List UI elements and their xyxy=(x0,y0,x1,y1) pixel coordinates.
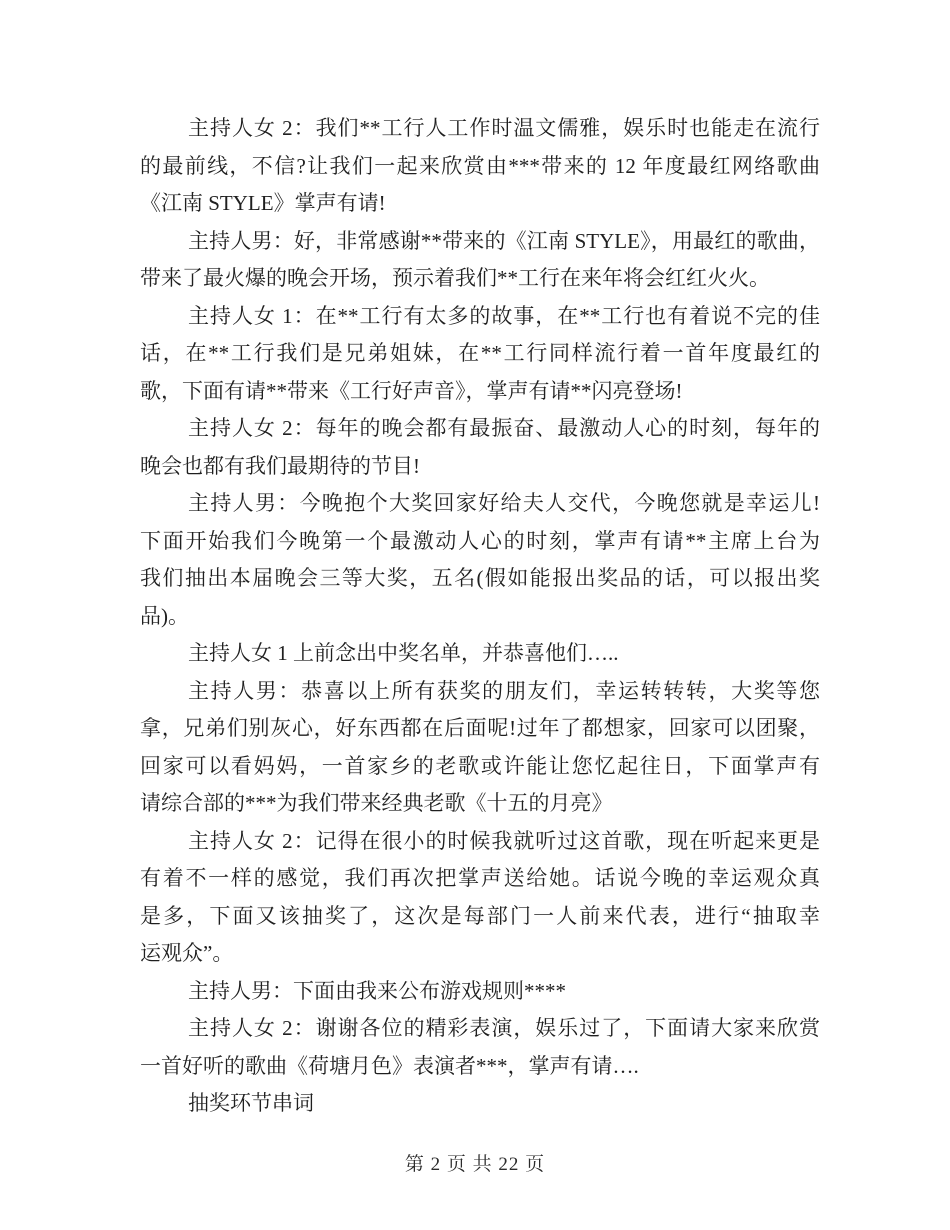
text-line: 运观众”。 xyxy=(140,941,234,965)
text-line: 回家可以看妈妈，一首家乡的老歌或许能让您忆起往日，下面掌声有 xyxy=(140,753,820,778)
text-line: 请综合部的***为我们带来经典老歌《十五的月亮》 xyxy=(140,791,613,815)
text-line: 主持人女 2：每年的晚会都有最振奋、最激动人心的时刻，每年的 xyxy=(188,416,820,440)
text-line: 有着不一样的感觉，我们再次把掌声送给她。话说今晚的幸运观众真 xyxy=(140,866,820,890)
text-line: 主持人女 2：谢谢各位的精彩表演，娱乐过了，下面请大家来欣赏 xyxy=(188,1016,820,1040)
text-line: 主持人男：今晚抱个大奖回家好给夫人交代，今晚您就是幸运儿! xyxy=(188,491,820,515)
text-line: 一首好听的歌曲《荷塘月色》表演者***，掌声有请…. xyxy=(140,1053,639,1078)
text-line: 话，在**工行我们是兄弟姐妹，在**工行同样流行着一首年度最红的 xyxy=(140,341,820,365)
text-line: 抽奖环节串词 xyxy=(188,1091,314,1115)
text-line: 我们抽出本届晚会三等大奖，五名(假如能报出奖品的话，可以报出奖 xyxy=(140,566,820,590)
text-line: 下面开始我们今晚第一个最激动人心的时刻，掌声有请**主席上台为 xyxy=(140,528,820,553)
text-line: 是多，下面又该抽奖了，这次是每部门一人前来代表，进行“抽取幸 xyxy=(140,903,820,928)
text-line: 主持人女 2：我们**工行人工作时温文儒雅，娱乐时也能走在流行 xyxy=(188,116,820,140)
text-line: 品)。 xyxy=(140,603,189,628)
text-line: 带来了最火爆的晚会开场，预示着我们**工行在来年将会红红火火。 xyxy=(140,266,770,290)
page-number-text: 第 2 页 共 22 页 xyxy=(404,1154,546,1175)
text-line: 主持人男：恭喜以上所有获奖的朋友们，幸运转转转，大奖等您 xyxy=(188,678,820,703)
text-line: 的最前线，不信?让我们一起来欣赏由***带来的 12 年度最红网络歌曲 xyxy=(140,153,820,178)
text-line: 歌，下面有请**带来《工行好声音》，掌声有请**闪亮登场! xyxy=(140,378,683,403)
text-line: 晚会也都有我们最期待的节目! xyxy=(140,453,420,478)
text-line: 主持人女 1 上前念出中奖名单，并恭喜他们….. xyxy=(188,641,619,665)
text-line: 拿，兄弟们别灰心，好东西都在后面呢!过年了都想家，回家可以团聚， xyxy=(140,716,820,740)
text-line: 《江南 STYLE》掌声有请! xyxy=(140,191,386,215)
text-line: 主持人女 2：记得在很小的时候我就听过这首歌，现在听起来更是 xyxy=(188,828,820,853)
text-line: 主持人男：好，非常感谢**带来的《江南 STYLE》，用最红的歌曲， xyxy=(188,228,820,253)
page-footer xyxy=(0,1149,950,1176)
document-body xyxy=(140,110,820,1123)
text-line: 主持人男：下面由我来公布游戏规则**** xyxy=(188,978,566,1003)
text-line: 主持人女 1：在**工行有太多的故事，在**工行也有着说不完的佳 xyxy=(188,303,820,328)
